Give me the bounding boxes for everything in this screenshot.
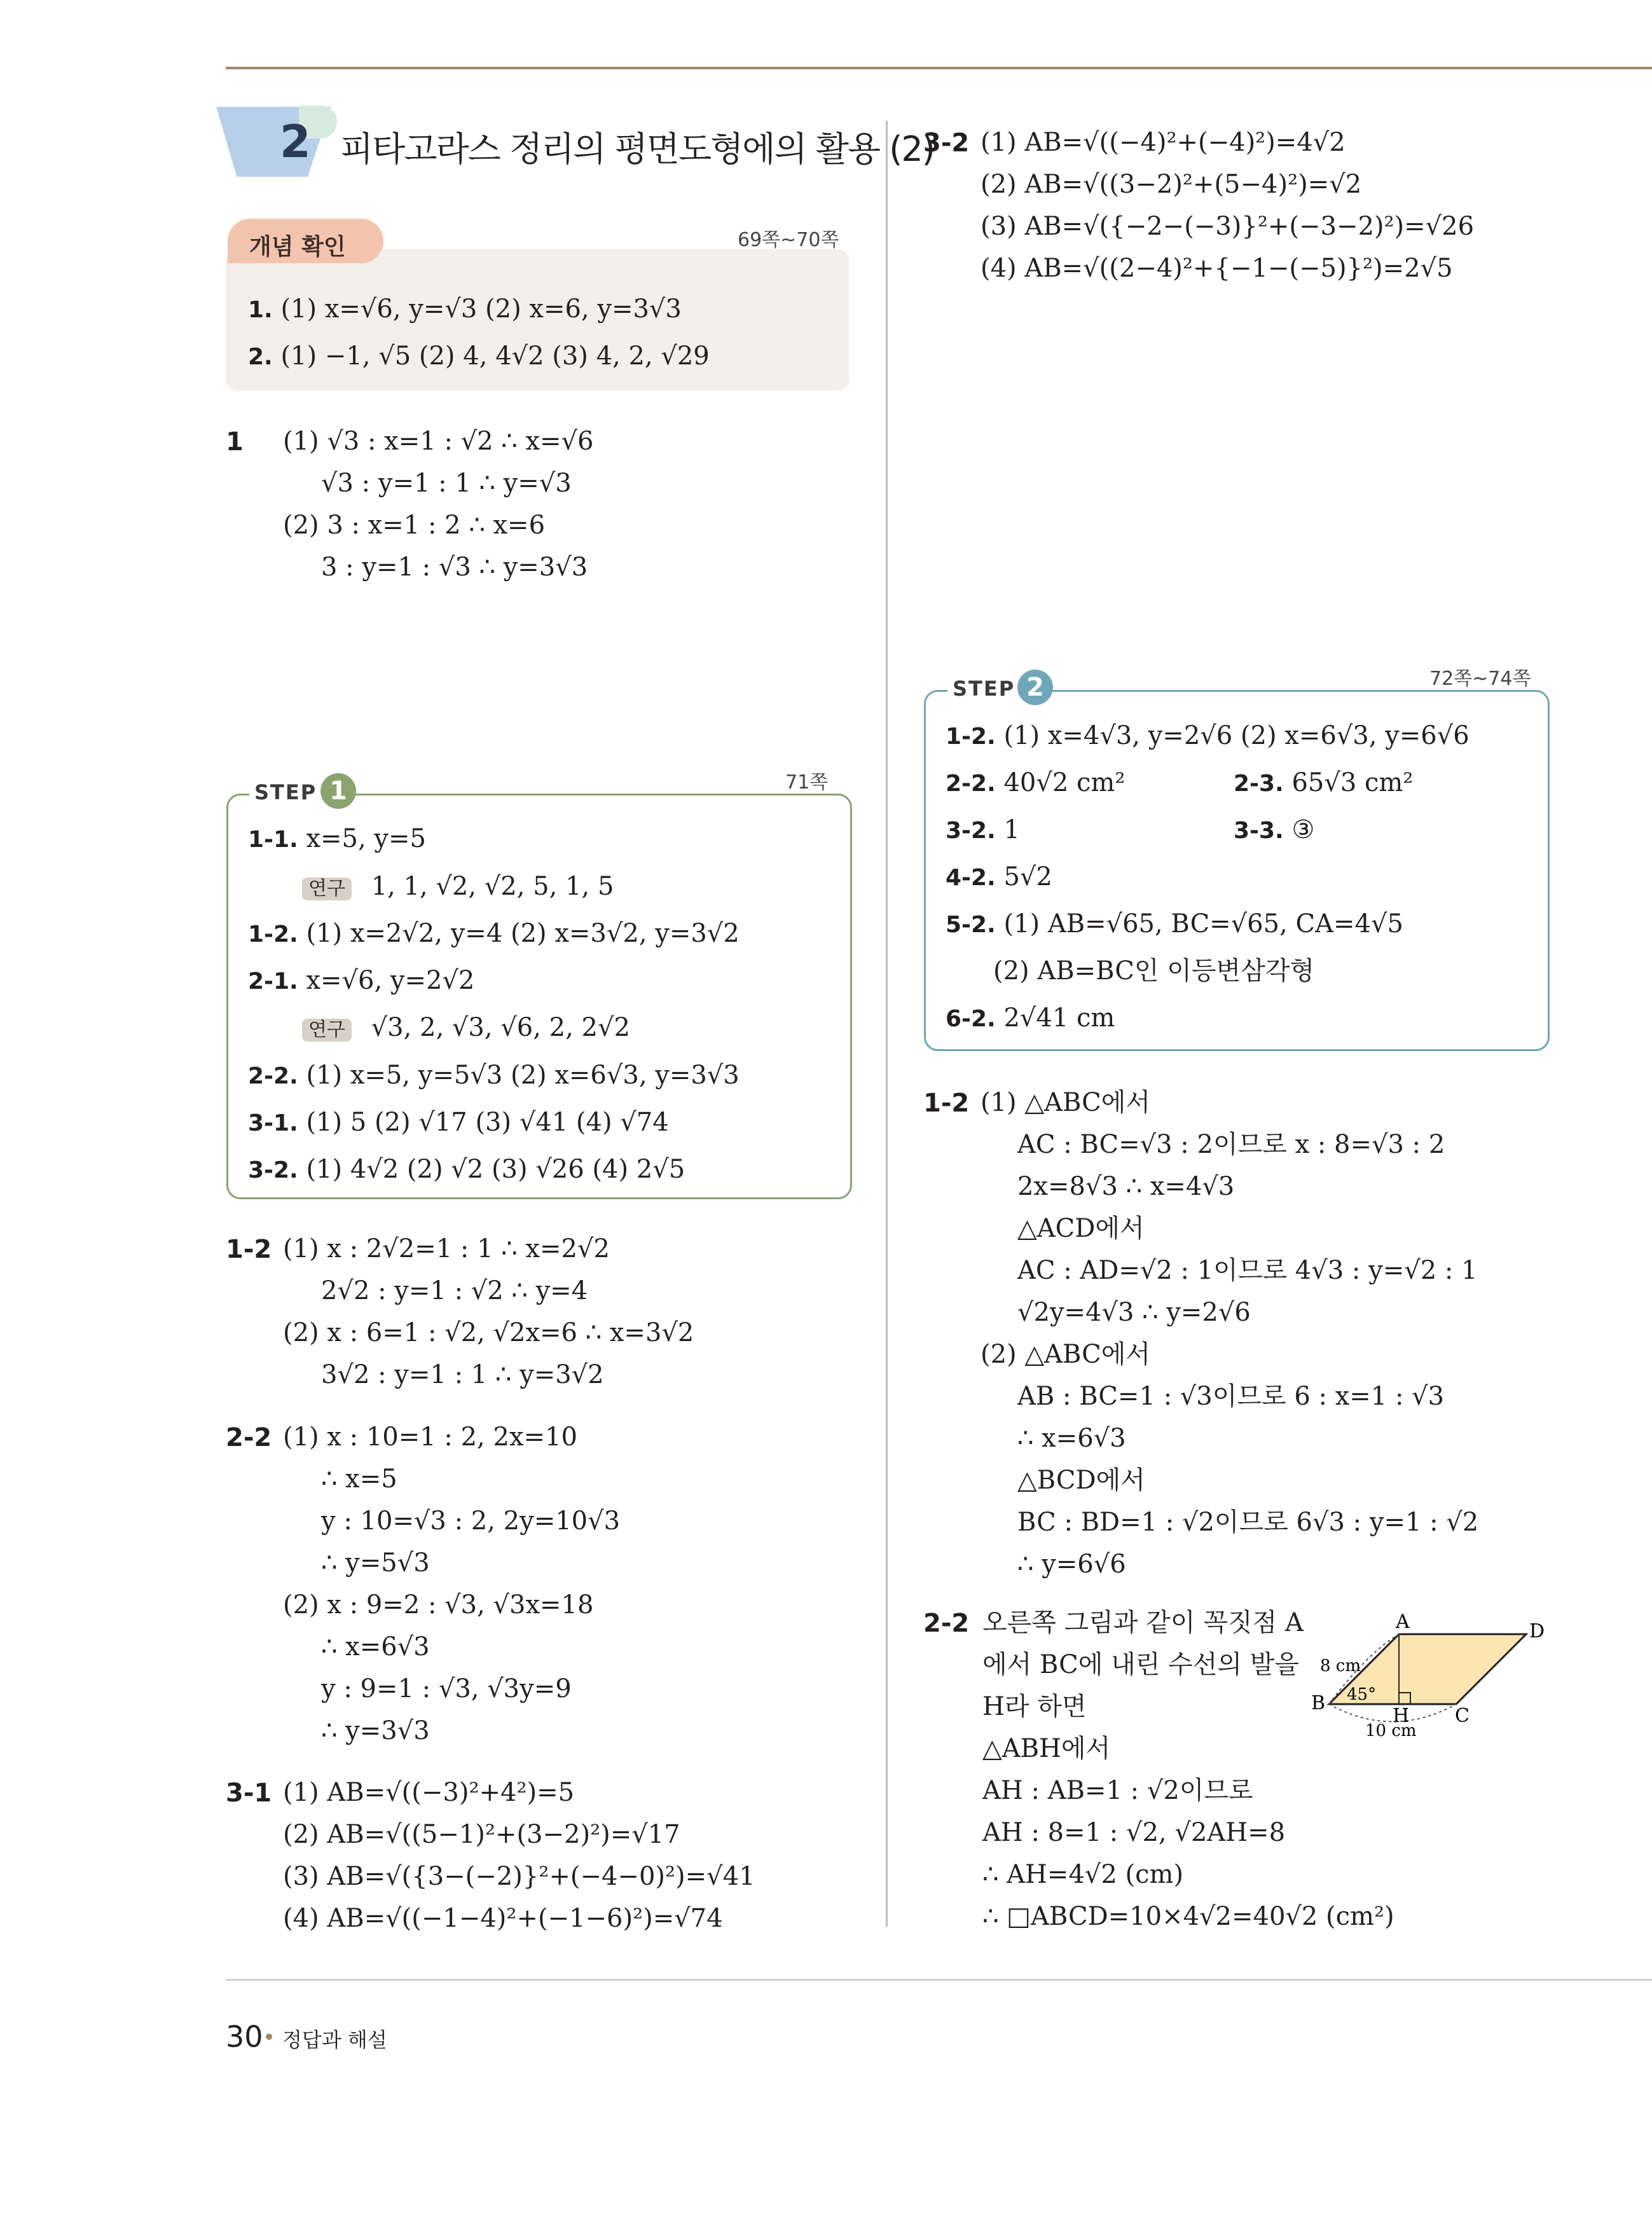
- base-label: 10 cm: [1365, 1721, 1417, 1740]
- step1-line: [248, 965, 474, 996]
- concept-line-text: (1) x=√6, y=√3 (2) x=6, y=3√3: [280, 294, 682, 324]
- q2-2b-line: H라 하면: [982, 1692, 1087, 1721]
- step2-line-text: 1: [1003, 815, 1020, 844]
- q2-2-line: ∴ y=3√3: [321, 1716, 430, 1745]
- step1-line-text: x=√6, y=2√2: [306, 966, 475, 995]
- yeongu-badge: 연구: [302, 878, 352, 900]
- step2-line-label: 3-2.: [946, 818, 996, 844]
- top-rule: [226, 67, 1652, 69]
- step1-line: [248, 918, 740, 949]
- step1-line: [248, 1154, 685, 1185]
- step2-number: 2: [1017, 670, 1053, 705]
- q1-2b-line: AC : AD=√2 : 1이므로 4√3 : y=√2 : 1: [1017, 1256, 1478, 1285]
- q2-2b-line: 오른쪽 그림과 같이 꼭짓점 A: [982, 1608, 1304, 1637]
- q1-2b-line: ∴ y=6√6: [1017, 1550, 1126, 1579]
- step2-line: [946, 815, 1020, 845]
- step1-line-label: 2-2.: [248, 1063, 298, 1089]
- page-number: 30: [226, 2020, 263, 2054]
- step2-line: [1234, 815, 1314, 845]
- bottom-rule: [226, 1979, 1652, 1981]
- step1-line: [302, 871, 614, 902]
- q1-2-line: (2) x : 6=1 : √2, √2x=6 ∴ x=3√2: [283, 1318, 694, 1347]
- q1-2-line: (1) x : 2√2=1 : 1 ∴ x=2√2: [283, 1234, 610, 1263]
- step2-line-label: 1-2.: [946, 724, 996, 750]
- step2-line-label: 2-3.: [1234, 771, 1284, 797]
- q2-2b-line: △ABH에서: [982, 1734, 1111, 1763]
- vertex-a: A: [1396, 1611, 1410, 1633]
- step2-line: [946, 862, 1052, 892]
- step1-box: [226, 794, 852, 1199]
- step1-line-text: (1) x=5, y=5√3 (2) x=6√3, y=3√3: [306, 1061, 740, 1090]
- step2-line-label: 3-3.: [1234, 818, 1284, 844]
- q1-2b-line: (2) △ABC에서: [981, 1340, 1151, 1369]
- step2-line-text: (2) AB=BC인 이등변삼각형: [993, 956, 1315, 986]
- q1-2b-number: 1-2: [923, 1089, 970, 1118]
- concept-line-text: (1) −1, √5 (2) 4, 4√2 (3) 4, 2, √29: [280, 341, 710, 371]
- step2-line-label: 2-2.: [946, 771, 996, 797]
- q1-2b-line: AC : BC=√3 : 2이므로 x : 8=√3 : 2: [1017, 1130, 1445, 1159]
- step1-line: [302, 1012, 630, 1043]
- step2-line: [946, 720, 1470, 751]
- step2-line-text: (1) x=4√3, y=2√6 (2) x=6√3, y=6√6: [1003, 721, 1470, 750]
- step1-line-text: x=5, y=5: [306, 824, 426, 853]
- step1-line: [248, 1060, 740, 1091]
- concept-line-2: [248, 341, 710, 371]
- q1-2b-line: (1) △ABC에서: [981, 1088, 1151, 1117]
- q2-2b-line: ∴ AH=4√2 (cm): [982, 1860, 1184, 1889]
- yeongu-badge: 연구: [302, 1019, 352, 1042]
- step2-line-text: ③: [1291, 815, 1315, 844]
- q2-2b-line: ∴ □ABCD=10×4√2=40√2 (cm²): [982, 1902, 1394, 1931]
- section-number: 2: [280, 116, 311, 168]
- step1-line-label: 1-2.: [248, 921, 298, 947]
- q2-2-line: y : 10=√3 : 2, 2y=10√3: [321, 1506, 621, 1536]
- step2-line: [1234, 767, 1413, 798]
- q2-2-line: ∴ x=6√3: [321, 1632, 430, 1662]
- step2-line: [993, 956, 1314, 986]
- step1-line-text: √3, 2, √3, √6, 2, 2√2: [371, 1013, 630, 1042]
- step1-line-label: 3-1.: [248, 1110, 298, 1136]
- q1-2-line: 3√2 : y=1 : 1 ∴ y=3√2: [321, 1360, 604, 1389]
- q2-2-line: ∴ x=5: [321, 1464, 397, 1494]
- q3-2-line: (2) AB=√((3−2)²+(5−4)²)=√2: [981, 170, 1362, 199]
- footer-dot: [266, 2034, 272, 2040]
- step2-line-label: 4-2.: [946, 865, 996, 891]
- q1-2b-line: 2x=8√3 ∴ x=4√3: [1017, 1172, 1235, 1201]
- q1-2b-line: AB : BC=1 : √3이므로 6 : x=1 : √3: [1017, 1382, 1445, 1411]
- concept-tag: 개념 확인: [249, 234, 346, 260]
- q2-2b-line: AH : 8=1 : √2, √2AH=8: [982, 1818, 1286, 1847]
- q3-1-number: 3-1: [226, 1779, 272, 1808]
- q1-line: 3 : y=1 : √3 ∴ y=3√3: [321, 553, 588, 582]
- column-divider: [886, 121, 888, 1927]
- q3-1-line: (1) AB=√((−3)²+4²)=5: [283, 1778, 575, 1807]
- q1-2b-line: △ACD에서: [1017, 1214, 1145, 1243]
- q1-2b-line: △BCD에서: [1017, 1466, 1145, 1495]
- step1-line-text: (1) 4√2 (2) √2 (3) √26 (4) 2√5: [306, 1155, 685, 1184]
- step2-line: [946, 1003, 1115, 1033]
- step2-label: STEP: [947, 677, 1020, 701]
- q2-2b-number: 2-2: [923, 1609, 970, 1638]
- step2-line-text: 40√2 cm²: [1003, 768, 1125, 797]
- q2-2-line: y : 9=1 : √3, √3y=9: [321, 1674, 572, 1703]
- q2-2-line: (1) x : 10=1 : 2, 2x=10: [283, 1422, 577, 1452]
- vertex-c: C: [1455, 1705, 1470, 1727]
- step1-line-label: 3-2.: [248, 1157, 298, 1183]
- vertex-b: B: [1311, 1692, 1326, 1714]
- step2-line-text: 65√3 cm²: [1291, 768, 1414, 797]
- step1-line-text: (1) 5 (2) √17 (3) √41 (4) √74: [306, 1108, 669, 1137]
- concept-line-1: [248, 294, 682, 324]
- section-title: 피타고라스 정리의 평면도형에의 활용 (2): [340, 129, 934, 169]
- step2-line: [946, 909, 1403, 939]
- concept-pages: 69쪽~70쪽: [738, 229, 839, 251]
- q3-1-line: (3) AB=√({3−(−2)}²+(−4−0)²)=√41: [283, 1862, 755, 1891]
- step1-label: STEP: [249, 780, 322, 804]
- step2-line-label: 6-2.: [946, 1006, 996, 1032]
- step1-pages: 71쪽: [785, 771, 829, 794]
- q1-2b-line: BC : BD=1 : √2이므로 6√3 : y=1 : √2: [1017, 1508, 1479, 1537]
- step1-number: 1: [320, 773, 356, 809]
- step1-line: [248, 1107, 669, 1138]
- step1-line: [248, 823, 426, 854]
- step2-line-text: (1) AB=√65, BC=√65, CA=4√5: [1003, 909, 1403, 939]
- q1-line: (1) √3 : x=1 : √2 ∴ x=√6: [283, 427, 594, 456]
- q2-2-line: ∴ y=5√3: [321, 1548, 430, 1578]
- vertex-d: D: [1529, 1620, 1545, 1642]
- q3-2-line: (4) AB=√((2−4)²+{−1−(−5)}²)=2√5: [981, 254, 1453, 283]
- q3-1-line: (4) AB=√((−1−4)²+(−1−6)²)=√74: [283, 1904, 723, 1933]
- step1-line-text: 1, 1, √2, √2, 5, 1, 5: [371, 872, 614, 901]
- q3-2-line: (1) AB=√((−4)²+(−4)²)=4√2: [981, 128, 1346, 157]
- q2-2b-line: 에서 BC에 내린 수선의 발을: [982, 1650, 1300, 1679]
- q1-2-number: 1-2: [226, 1235, 272, 1264]
- step1-line-text: (1) x=2√2, y=4 (2) x=3√2, y=3√2: [306, 919, 740, 948]
- q1-line: (2) 3 : x=1 : 2 ∴ x=6: [283, 511, 546, 540]
- q3-1-line: (2) AB=√((5−1)²+(3−2)²)=√17: [283, 1820, 680, 1849]
- q2-2b-line: AH : AB=1 : √2이므로: [982, 1776, 1253, 1805]
- vertex-h: H: [1393, 1705, 1410, 1727]
- step2-pages: 72쪽~74쪽: [1429, 668, 1531, 690]
- q1-2b-line: ∴ x=6√3: [1017, 1424, 1126, 1453]
- step2-line-text: 5√2: [1003, 862, 1052, 891]
- q2-2-number: 2-2: [226, 1423, 272, 1452]
- step2-line: [946, 767, 1125, 798]
- step2-line-label: 5-2.: [946, 912, 996, 938]
- q3-2-line: (3) AB=√({−2−(−3)}²+(−3−2)²)=√26: [981, 212, 1475, 241]
- step1-line-label: 2-1.: [248, 968, 298, 995]
- concept-line-label: 1.: [248, 297, 273, 323]
- q1-line: √3 : y=1 : 1 ∴ y=√3: [321, 469, 572, 498]
- parallelogram-figure: [1304, 1609, 1558, 1749]
- q3-2-number: 3-2: [923, 128, 970, 158]
- q1-2b-line: √2y=4√3 ∴ y=2√6: [1017, 1298, 1251, 1327]
- side-label: 8 cm: [1320, 1656, 1361, 1676]
- q1-number: 1: [226, 427, 244, 457]
- step1-line-label: 1-1.: [248, 827, 298, 853]
- footer-title: 정답과 해설: [282, 2028, 387, 2052]
- q2-2-line: (2) x : 9=2 : √3, √3x=18: [283, 1590, 594, 1620]
- step2-line-text: 2√41 cm: [1003, 1003, 1115, 1033]
- q1-2-line: 2√2 : y=1 : √2 ∴ y=4: [321, 1276, 588, 1305]
- concept-line-label: 2.: [248, 344, 273, 370]
- angle-label: 45°: [1347, 1685, 1377, 1704]
